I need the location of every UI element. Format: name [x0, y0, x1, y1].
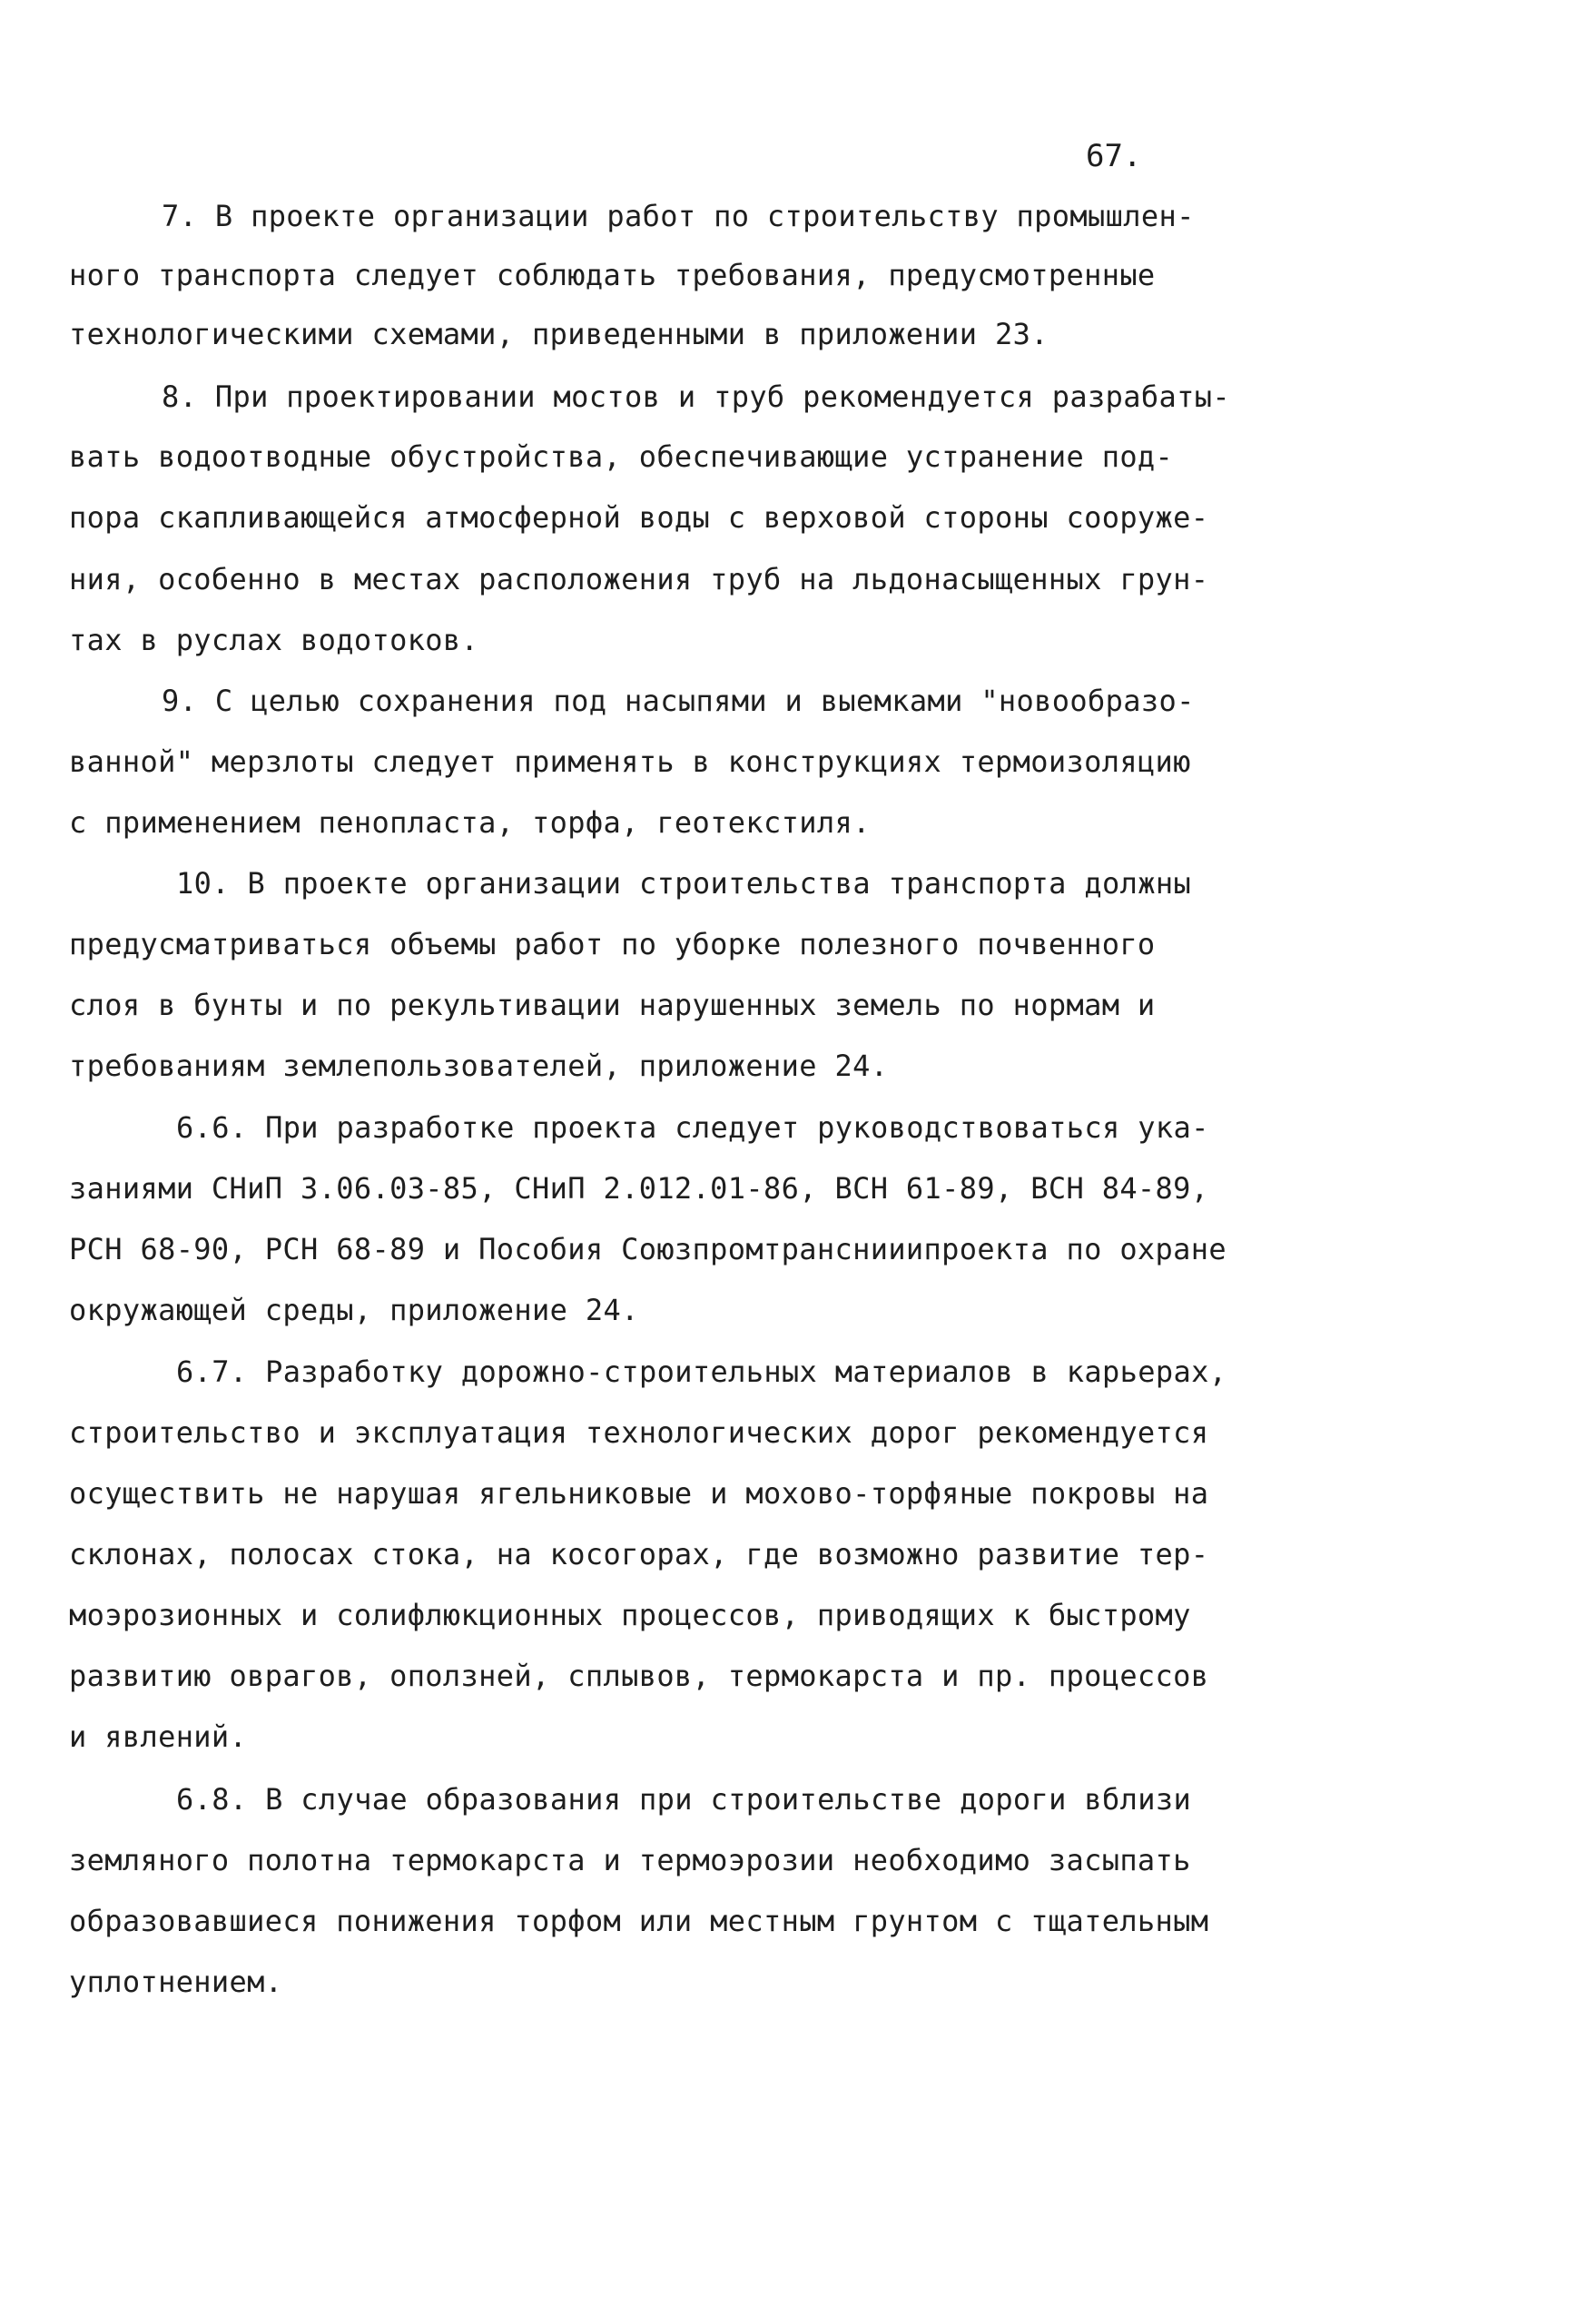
- text-line: осуществить не нарушая ягельниковые и мохово-торфяные покровы на: [69, 1476, 1209, 1511]
- text-line: строительство и эксплуатация технологических дорог рекомендуется: [69, 1415, 1209, 1450]
- text-line: моэрозионных и солифлюкционных процессов, приводящих к быстрому: [69, 1598, 1191, 1632]
- text-line: уплотнением.: [69, 1965, 283, 1999]
- text-line: склонах, полосах стока, на косогорах, где возможно развитие тер-: [69, 1537, 1209, 1571]
- text-line: с применением пенопласта, торфа, геотекстиля.: [69, 805, 871, 840]
- text-line: 6.7. Разработку дорожно-строительных материалов в карьерах,: [176, 1354, 1227, 1389]
- text-line: 7. В проекте организации работ по строительству промышлен-: [162, 199, 1195, 233]
- text-line: 6.6. При разработке проекта следует руководствоваться ука-: [176, 1110, 1209, 1145]
- text-line: ного транспорта следует соблюдать требования, предусмотренные: [69, 258, 1156, 292]
- text-line: тах в руслах водотоков.: [69, 623, 479, 657]
- text-line: образовавшиеся понижения торфом или местным грунтом с тщательным: [69, 1904, 1209, 1938]
- text-line: вать водоотводные обустройства, обеспечивающие устранение под-: [69, 439, 1174, 474]
- text-line: ния, особенно в местах расположения труб на льдонасыщенных грун-: [69, 562, 1209, 596]
- text-line: 8. При проектировании мостов и труб рекомендуется разрабаты-: [162, 379, 1230, 414]
- text-line: развитию оврагов, оползней, сплывов, термокарста и пр. процессов: [69, 1659, 1209, 1693]
- text-line: требованиям землепользователей, приложение 24.: [69, 1049, 889, 1083]
- page-number: 67.: [1086, 138, 1142, 174]
- text-line: и явлений.: [69, 1719, 248, 1754]
- text-line: предусматриваться объемы работ по уборке полезного почвенного: [69, 927, 1156, 961]
- text-line: РСН 68-90, РСН 68-89 и Пособия Союзпромтранснииипроекта по охране: [69, 1232, 1227, 1266]
- text-line: технологическими схемами, приведенными в приложении 23.: [69, 317, 1049, 351]
- text-line: 6.8. В случае образования при строительстве дороги вблизи: [176, 1782, 1192, 1817]
- text-line: заниями СНиП 3.06.03-85, СНиП 2.012.01-86, ВСН 61-89, ВСН 84-89,: [69, 1171, 1209, 1206]
- text-line: 9. С целью сохранения под насыпями и выемками "новообразо-: [162, 684, 1195, 718]
- text-line: 10. В проекте организации строительства транспорта должны: [176, 866, 1192, 901]
- text-line: земляного полотна термокарста и термоэрозии необходимо засыпать: [69, 1843, 1191, 1877]
- text-line: пора скапливающейся атмосферной воды с верховой стороны сооруже-: [69, 500, 1209, 535]
- text-line: окружающей среды, приложение 24.: [69, 1293, 639, 1327]
- text-line: ванной" мерзлоты следует применять в конструкциях термоизоляцию: [69, 744, 1191, 779]
- text-line: слоя в бунты и по рекультивации нарушенных земель по нормам и: [69, 988, 1156, 1022]
